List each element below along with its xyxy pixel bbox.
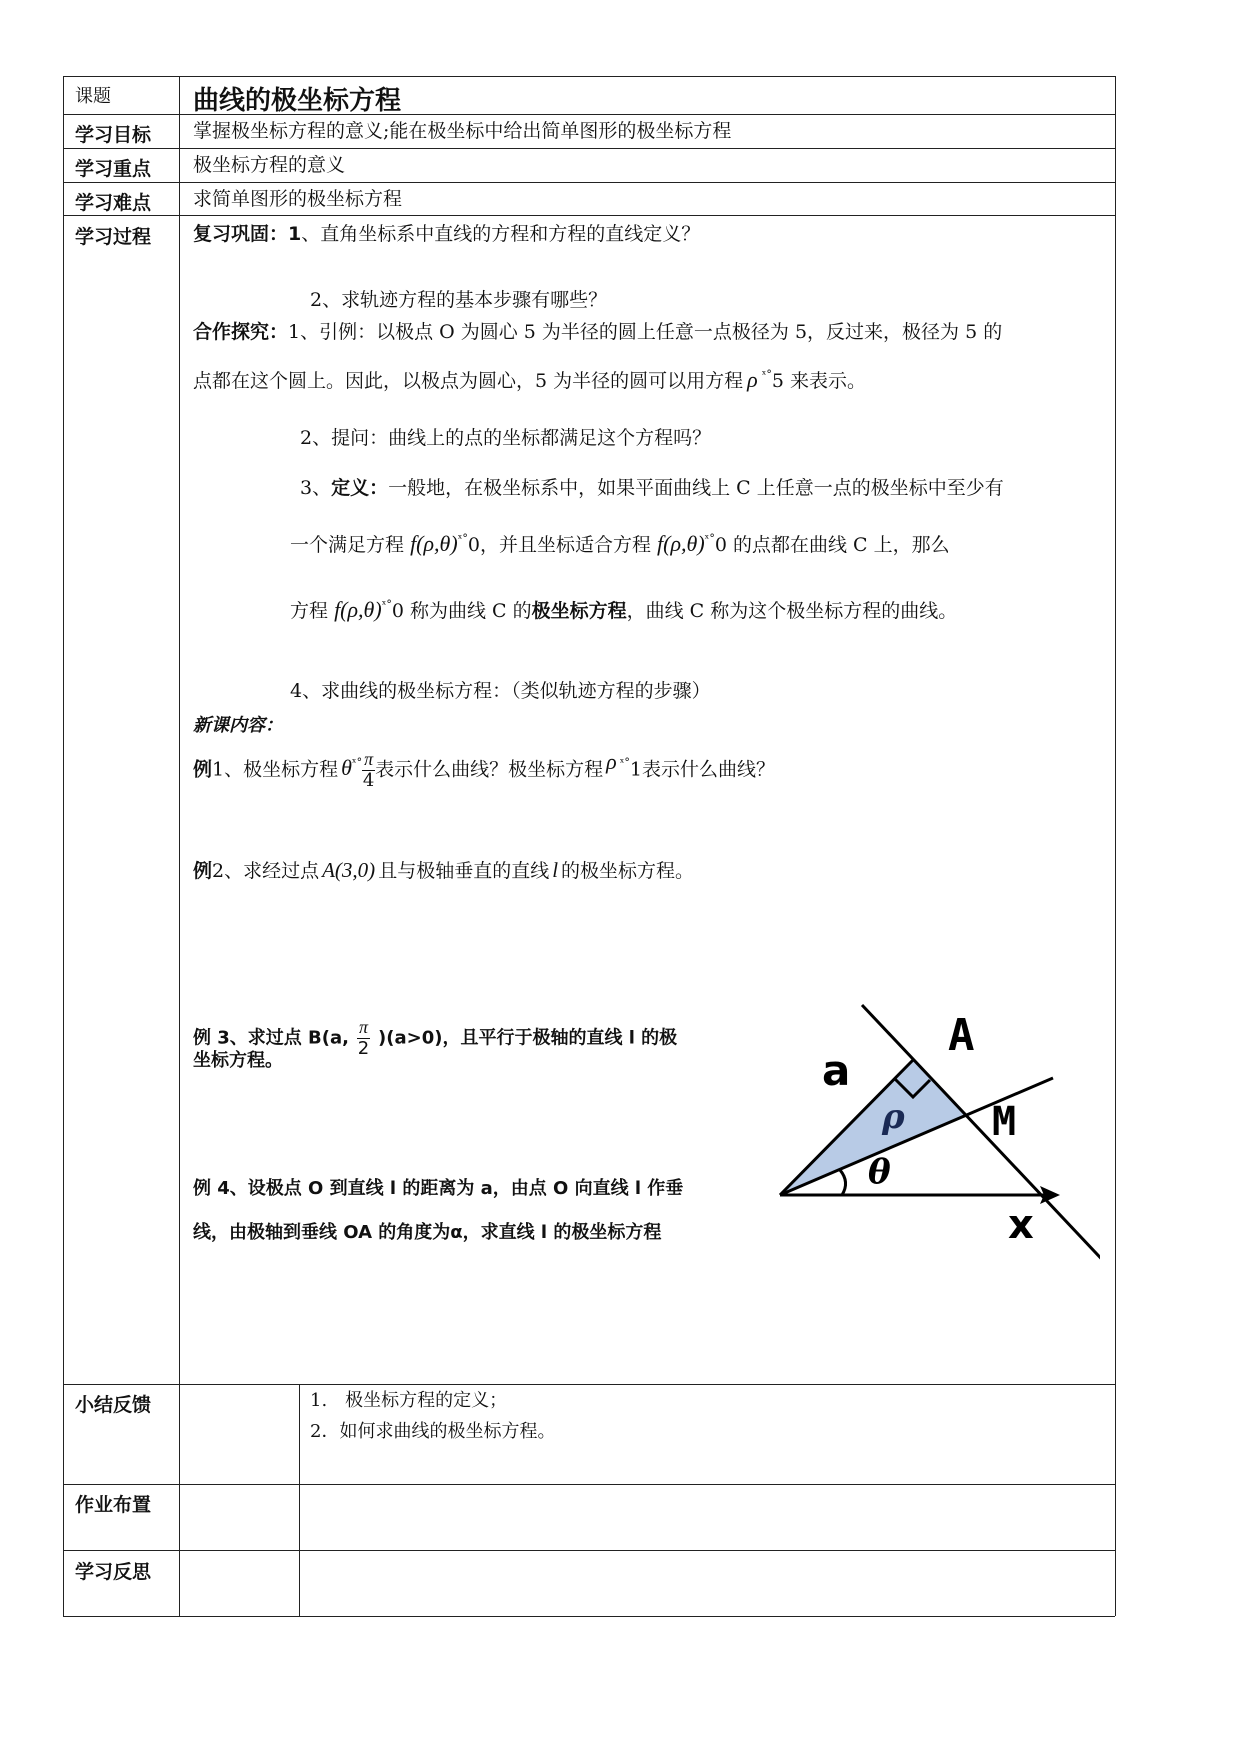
review-line-1 xyxy=(193,223,700,246)
coop-item-1b-end: 5 来表示。 xyxy=(771,370,867,392)
rho-symbol-2: ρ xyxy=(606,749,617,775)
label-theta: θ xyxy=(868,1152,891,1192)
coop-line-2 xyxy=(193,367,866,393)
difficulty-text: 求简单图形的极坐标方程 xyxy=(193,188,403,210)
summary-label: 小结反馈 xyxy=(75,1394,152,1416)
point-a: A(3,0) xyxy=(322,858,376,882)
coop-item-1b: 点都在这个圆上。因此，以极点为圆心，5 为半径的圆可以用方程 xyxy=(193,370,744,392)
pi-numerator: π xyxy=(364,749,374,769)
review-number: 1 xyxy=(288,223,302,245)
definition-heading: 定义： xyxy=(331,477,389,499)
pi-over-4 xyxy=(362,750,375,791)
example-2-text-b: 且与极轴垂直的直线 xyxy=(378,860,550,882)
equals-mark-3: ˣ° xyxy=(381,598,392,611)
review-item-1: 、直角坐标系中直线的方程和方程的直线定义？ xyxy=(301,223,701,245)
example-4-line-1: 例 4、设极点 O 到直线 l 的距离为 a，由点 O 向直线 l 作垂 xyxy=(193,1178,684,1199)
homework-label: 作业布置 xyxy=(75,1494,152,1516)
difficulty-label: 学习难点 xyxy=(75,192,152,214)
function-f-1: f(ρ,θ) xyxy=(410,531,458,556)
theta-symbol: θ xyxy=(341,755,352,781)
goal-label: 学习目标 xyxy=(75,124,152,146)
example-1-text-a: 1、极坐标方程 xyxy=(212,758,339,781)
function-f-2: f(ρ,θ) xyxy=(657,531,705,556)
example-1-one: 1 xyxy=(629,758,642,781)
topic-label: 课题 xyxy=(75,86,111,107)
equals-mark-1: ˣ° xyxy=(457,532,468,545)
label-x: x xyxy=(1008,1202,1034,1248)
label-rho: ρ xyxy=(882,1097,905,1137)
angle-arc xyxy=(840,1170,846,1195)
polar-line-figure xyxy=(770,1000,1100,1270)
definition-text-1: 一般地，在极坐标系中，如果平面曲线上 C 上任意一点的极坐标中至少有 xyxy=(388,477,1004,499)
definition-line-2 xyxy=(290,531,950,557)
rho-symbol: ρ xyxy=(747,367,758,392)
key-text: 极坐标方程的意义 xyxy=(193,154,346,176)
coop-line-1 xyxy=(193,321,1002,344)
example-2 xyxy=(193,858,694,883)
step-4-line: 4、求曲线的极坐标方程：（类似轨迹方程的步骤） xyxy=(290,680,711,702)
equals-mark-2: ˣ° xyxy=(704,532,715,545)
example-3-text-a: 例 3、求过点 B(a, xyxy=(193,1027,349,1049)
equals-mark-5: ˣ° xyxy=(619,756,630,770)
label-A: A xyxy=(948,1010,975,1061)
definition-text-2b: 0，并且坐标适合方程 xyxy=(467,534,651,556)
goal-text: 掌握极坐标方程的意义;能在极坐标中给出简单图形的极坐标方程 xyxy=(193,120,732,142)
definition-text-2c: 0 的点都在曲线 C 上，那么 xyxy=(714,534,950,556)
example-1-text-c: 表示什么曲线？ xyxy=(641,758,775,781)
example-1 xyxy=(193,750,775,791)
example-2-head: 例 xyxy=(193,860,213,882)
definition-text-3b: 0 称为曲线 C 的 xyxy=(391,600,532,622)
review-line-2: 2、求轨迹方程的基本步骤有哪些？ xyxy=(310,289,608,311)
review-heading: 复习巩固： xyxy=(193,223,289,245)
process-label: 学习过程 xyxy=(75,226,152,248)
coop-item-1a: 1、引例：以极点 O 为圆心 5 为半径的圆上任意一点极径为 5，反过来，极径为 5 的 xyxy=(288,321,1003,343)
pi-numerator-2: π xyxy=(359,1017,369,1037)
definition-text-2a: 一个满足方程 xyxy=(290,534,405,556)
coop-heading: 合作探究： xyxy=(193,321,289,343)
label-M: M xyxy=(992,1099,1017,1145)
equals-mark: ˣ° xyxy=(761,368,772,381)
definition-number: 3、 xyxy=(300,477,332,499)
example-4-line-2: 线，由极轴到垂线 OA 的角度为α，求直线 l 的极坐标方程 xyxy=(193,1222,662,1243)
function-f-3: f(ρ,θ) xyxy=(334,597,382,622)
example-3-line-2: 坐标方程。 xyxy=(193,1050,283,1071)
two-denominator: 2 xyxy=(357,1037,370,1059)
new-lesson-heading: 新课内容： xyxy=(193,715,283,736)
equals-mark-4: ˣ° xyxy=(351,756,363,770)
definition-text-3c: ，曲线 C 称为这个极坐标方程的曲线。 xyxy=(626,600,958,622)
page-title: 曲线的极坐标方程 xyxy=(193,86,402,116)
label-a: a xyxy=(822,1046,851,1095)
definition-line-1 xyxy=(300,477,1004,500)
summary-item-2: 2．如何求曲线的极坐标方程。 xyxy=(310,1421,556,1442)
key-label: 学习重点 xyxy=(75,158,152,180)
summary-item-1: 1. 极坐标方程的定义； xyxy=(310,1390,508,1411)
four-denominator: 4 xyxy=(362,769,375,791)
reflection-label: 学习反思 xyxy=(75,1561,152,1583)
line-l: l xyxy=(552,858,559,882)
example-2-text-c: 的极坐标方程。 xyxy=(561,860,695,882)
coop-line-3: 2、提问：曲线上的点的坐标都满足这个方程吗？ xyxy=(300,427,712,449)
definition-term: 极坐标方程 xyxy=(531,600,627,622)
example-1-head: 例 xyxy=(193,758,213,781)
definition-text-3a: 方程 xyxy=(290,600,329,622)
example-3-text-b: )(a>0)，且平行于极轴的直线 l 的极 xyxy=(378,1027,678,1049)
definition-line-3 xyxy=(290,597,957,623)
pi-over-2 xyxy=(357,1018,370,1059)
example-2-text-a: 2、求经过点 xyxy=(212,860,320,882)
example-1-text-b: 表示什么曲线？极坐标方程 xyxy=(375,758,604,781)
